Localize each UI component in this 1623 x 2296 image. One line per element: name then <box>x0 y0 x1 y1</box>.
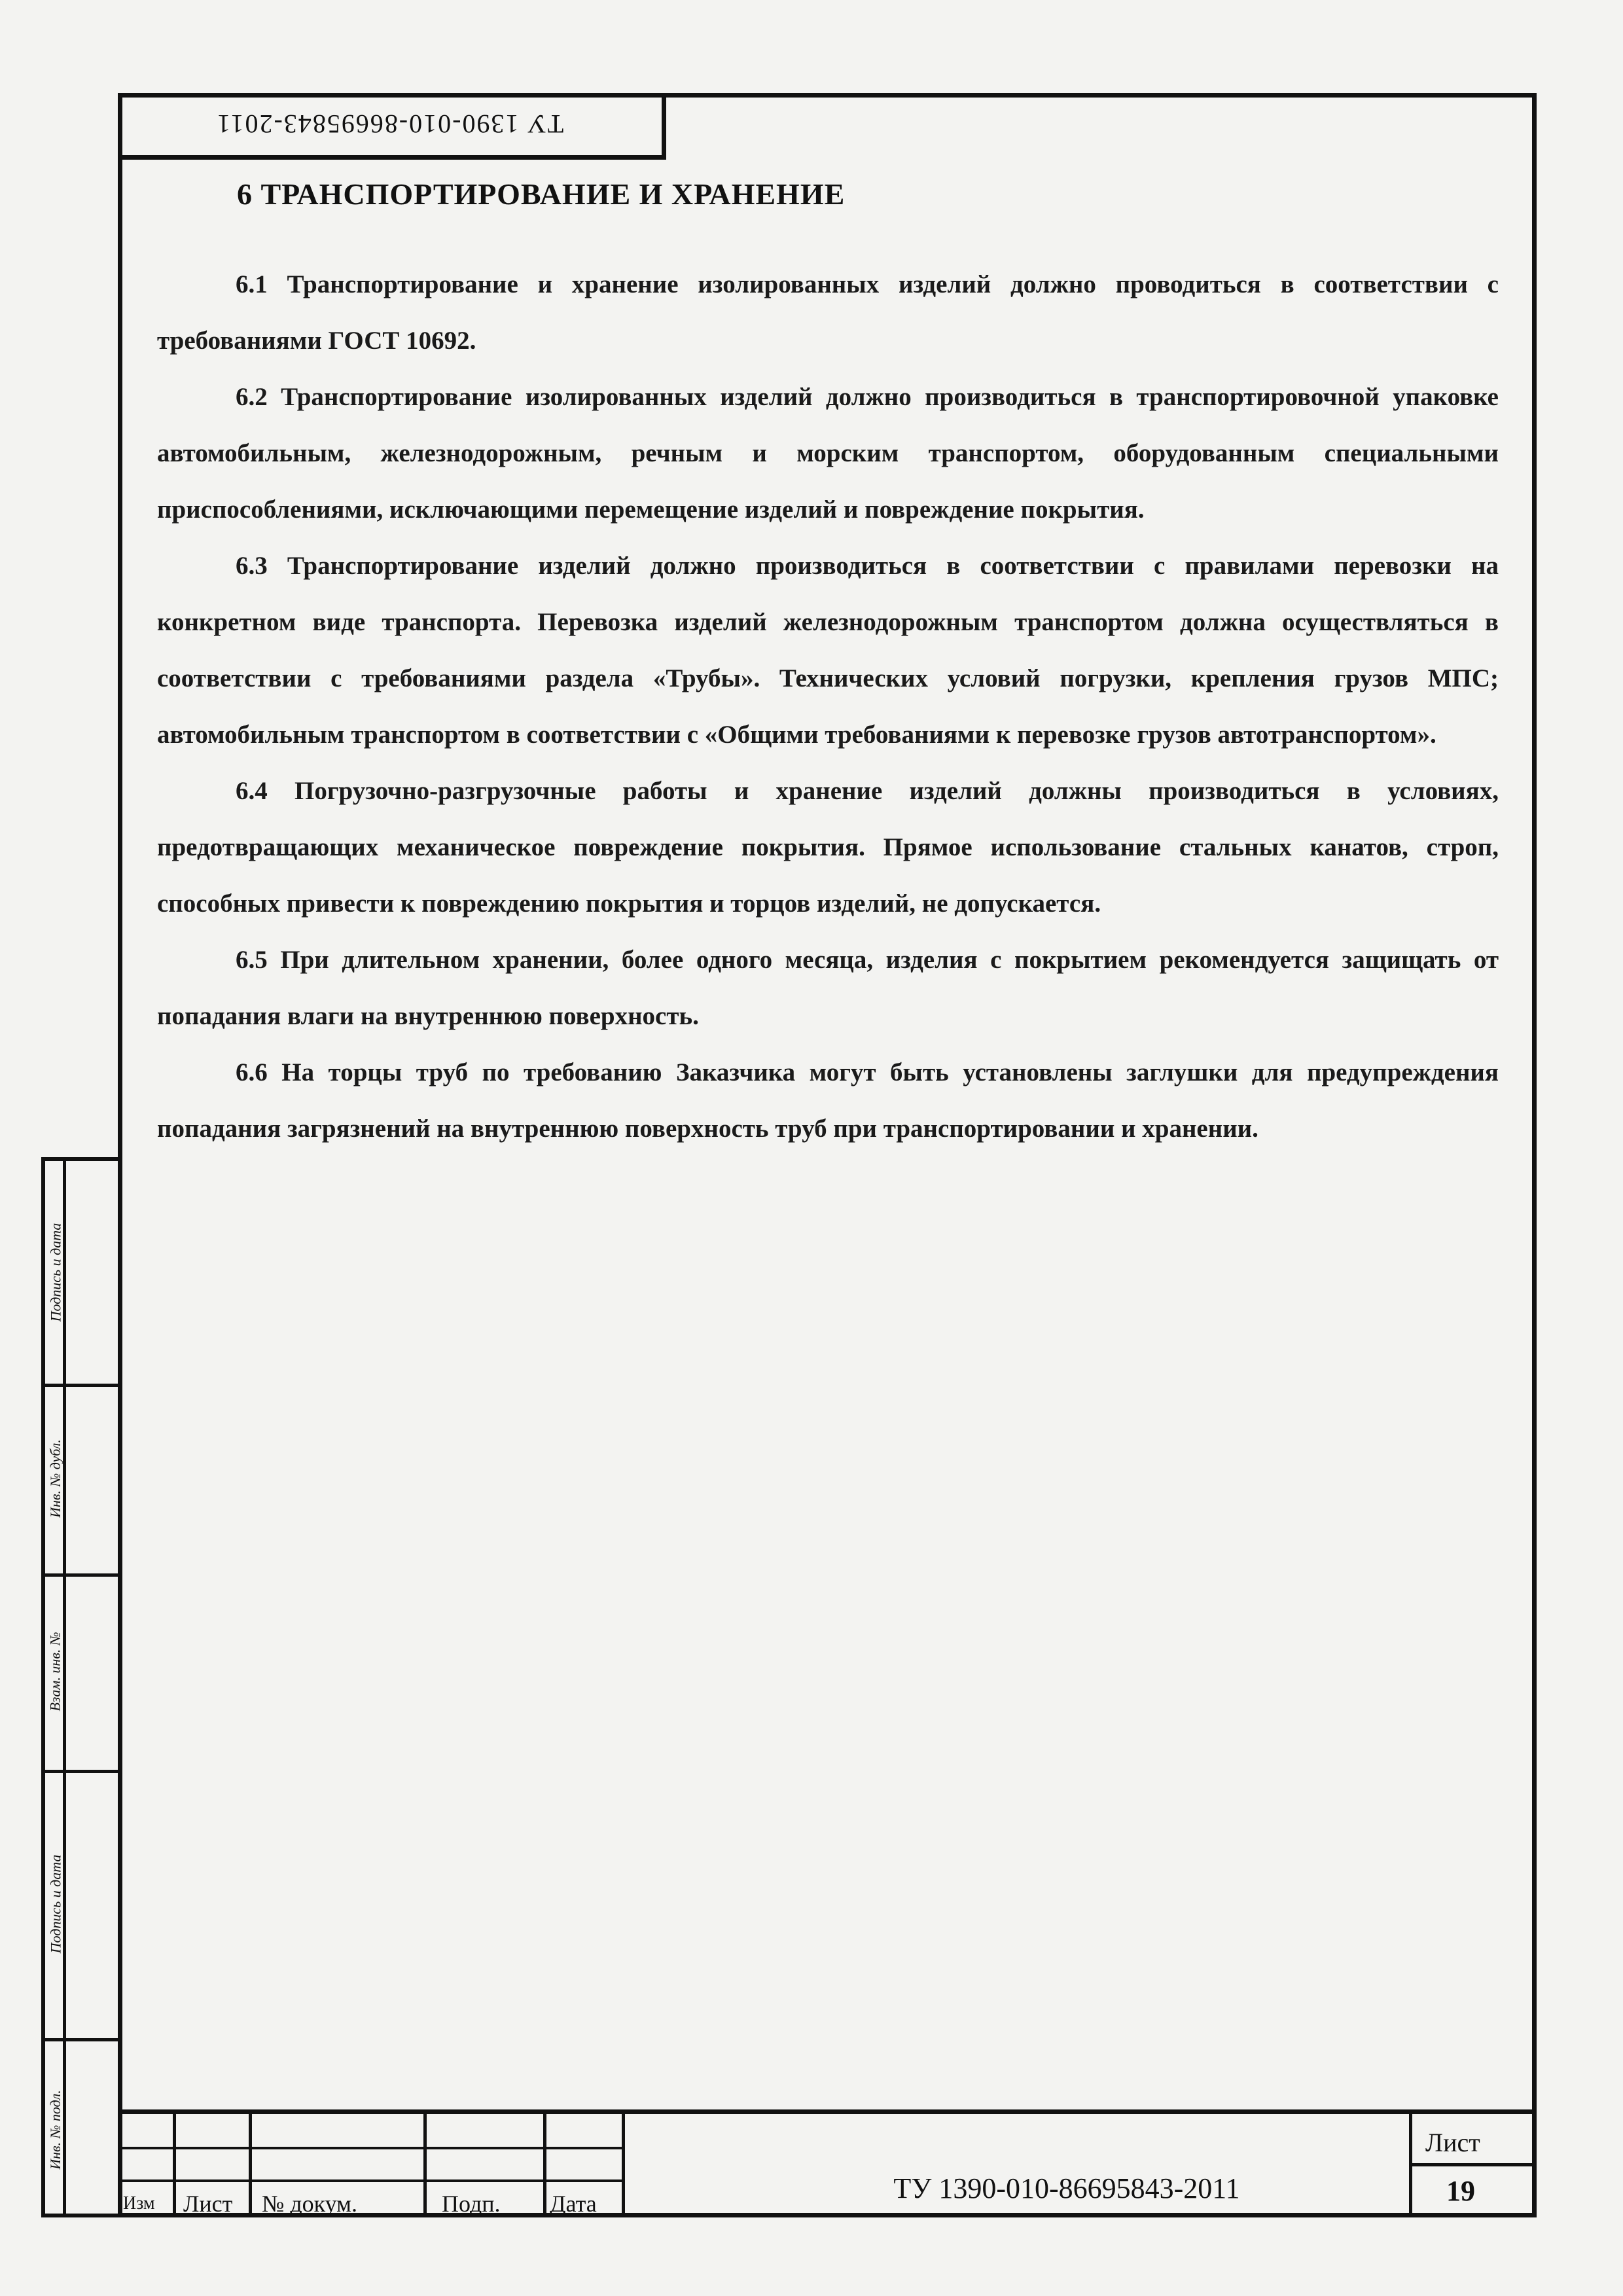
rotated-code-box <box>118 93 666 160</box>
side-label-dup-inv: Инв. № дубл. <box>47 1439 63 1518</box>
sheet-label: Лист <box>1425 2128 1480 2157</box>
paragraph-6-2: 6.2 Транспортирование изолированных изделий должно производиться в транспортировочной упаковке автомобильным, железнодорожным, речным и морским транспортом, оборудованным специальными приспособлениями, исключающими перемещение изделий и повреждение покрытия. <box>157 383 1499 524</box>
side-label-signature-2: Подпись и дата <box>47 1854 64 1954</box>
side-label-signature-1: Подпись и дата <box>47 1223 64 1322</box>
paragraph-6-4: 6.4 Погрузочно-разгрузочные работы и хранение изделий должны производиться в условиях, предотвращающих механическое повреждение покрытия. Прямое использование стальных канатов, строп, способных привести к повреждению покрытия и торцов изделий, не допускается. <box>157 777 1499 918</box>
paragraph-6-6: 6.6 На торцы труб по требованию Заказчика могут быть установлены заглушки для предупреждения попадания загрязнений на внутреннюю поверхность труб при транспортировании и хранении. <box>157 1058 1499 1143</box>
title-block <box>118 2109 1537 2217</box>
section-heading: 6 ТРАНСПОРТИРОВАНИЕ И ХРАНЕНИЕ <box>237 177 846 211</box>
paragraph-6-3: 6.3 Транспортирование изделий должно производиться в соответствии с правилами перевозки на конкретном виде транспорта. Перевозка изделий железнодорожным транспортом должна осуществляться в соответствии с требованиями раздела «Трубы». Технических условий погрузки, крепления грузов МПС; автомобильным транспортом в соответствии с «Общими требованиями к перевозке грузов автотранспортом». <box>157 552 1499 749</box>
section-body <box>157 257 1499 1157</box>
sheet-number: 19 <box>1446 2175 1475 2207</box>
side-stamp-column <box>41 1157 118 2217</box>
col-label-date: Дата <box>550 2191 597 2217</box>
side-label-replace-inv: Взам. инв. № <box>47 1632 63 1712</box>
rotated-document-code: ТУ 1390-010-86695843-2011 <box>215 109 564 139</box>
document-code: ТУ 1390-010-86695843-2011 <box>893 2172 1240 2204</box>
paragraph-6-1: 6.1 Транспортирование и хранение изолированных изделий должно проводиться в соответствии с требованиями ГОСТ 10692. <box>157 270 1499 355</box>
col-label-list: Лист <box>183 2191 233 2217</box>
side-label-original-inv: Инв. № подл. <box>47 2090 63 2170</box>
col-label-doc-num: № докум. <box>262 2191 357 2217</box>
col-label-signature: Подп. <box>442 2191 501 2217</box>
col-label-izm: Изм <box>123 2193 155 2214</box>
paragraph-6-5: 6.5 При длительном хранении, более одного месяца, изделия с покрытием рекомендуется защищать от попадания влаги на внутреннюю поверхность. <box>157 946 1499 1030</box>
